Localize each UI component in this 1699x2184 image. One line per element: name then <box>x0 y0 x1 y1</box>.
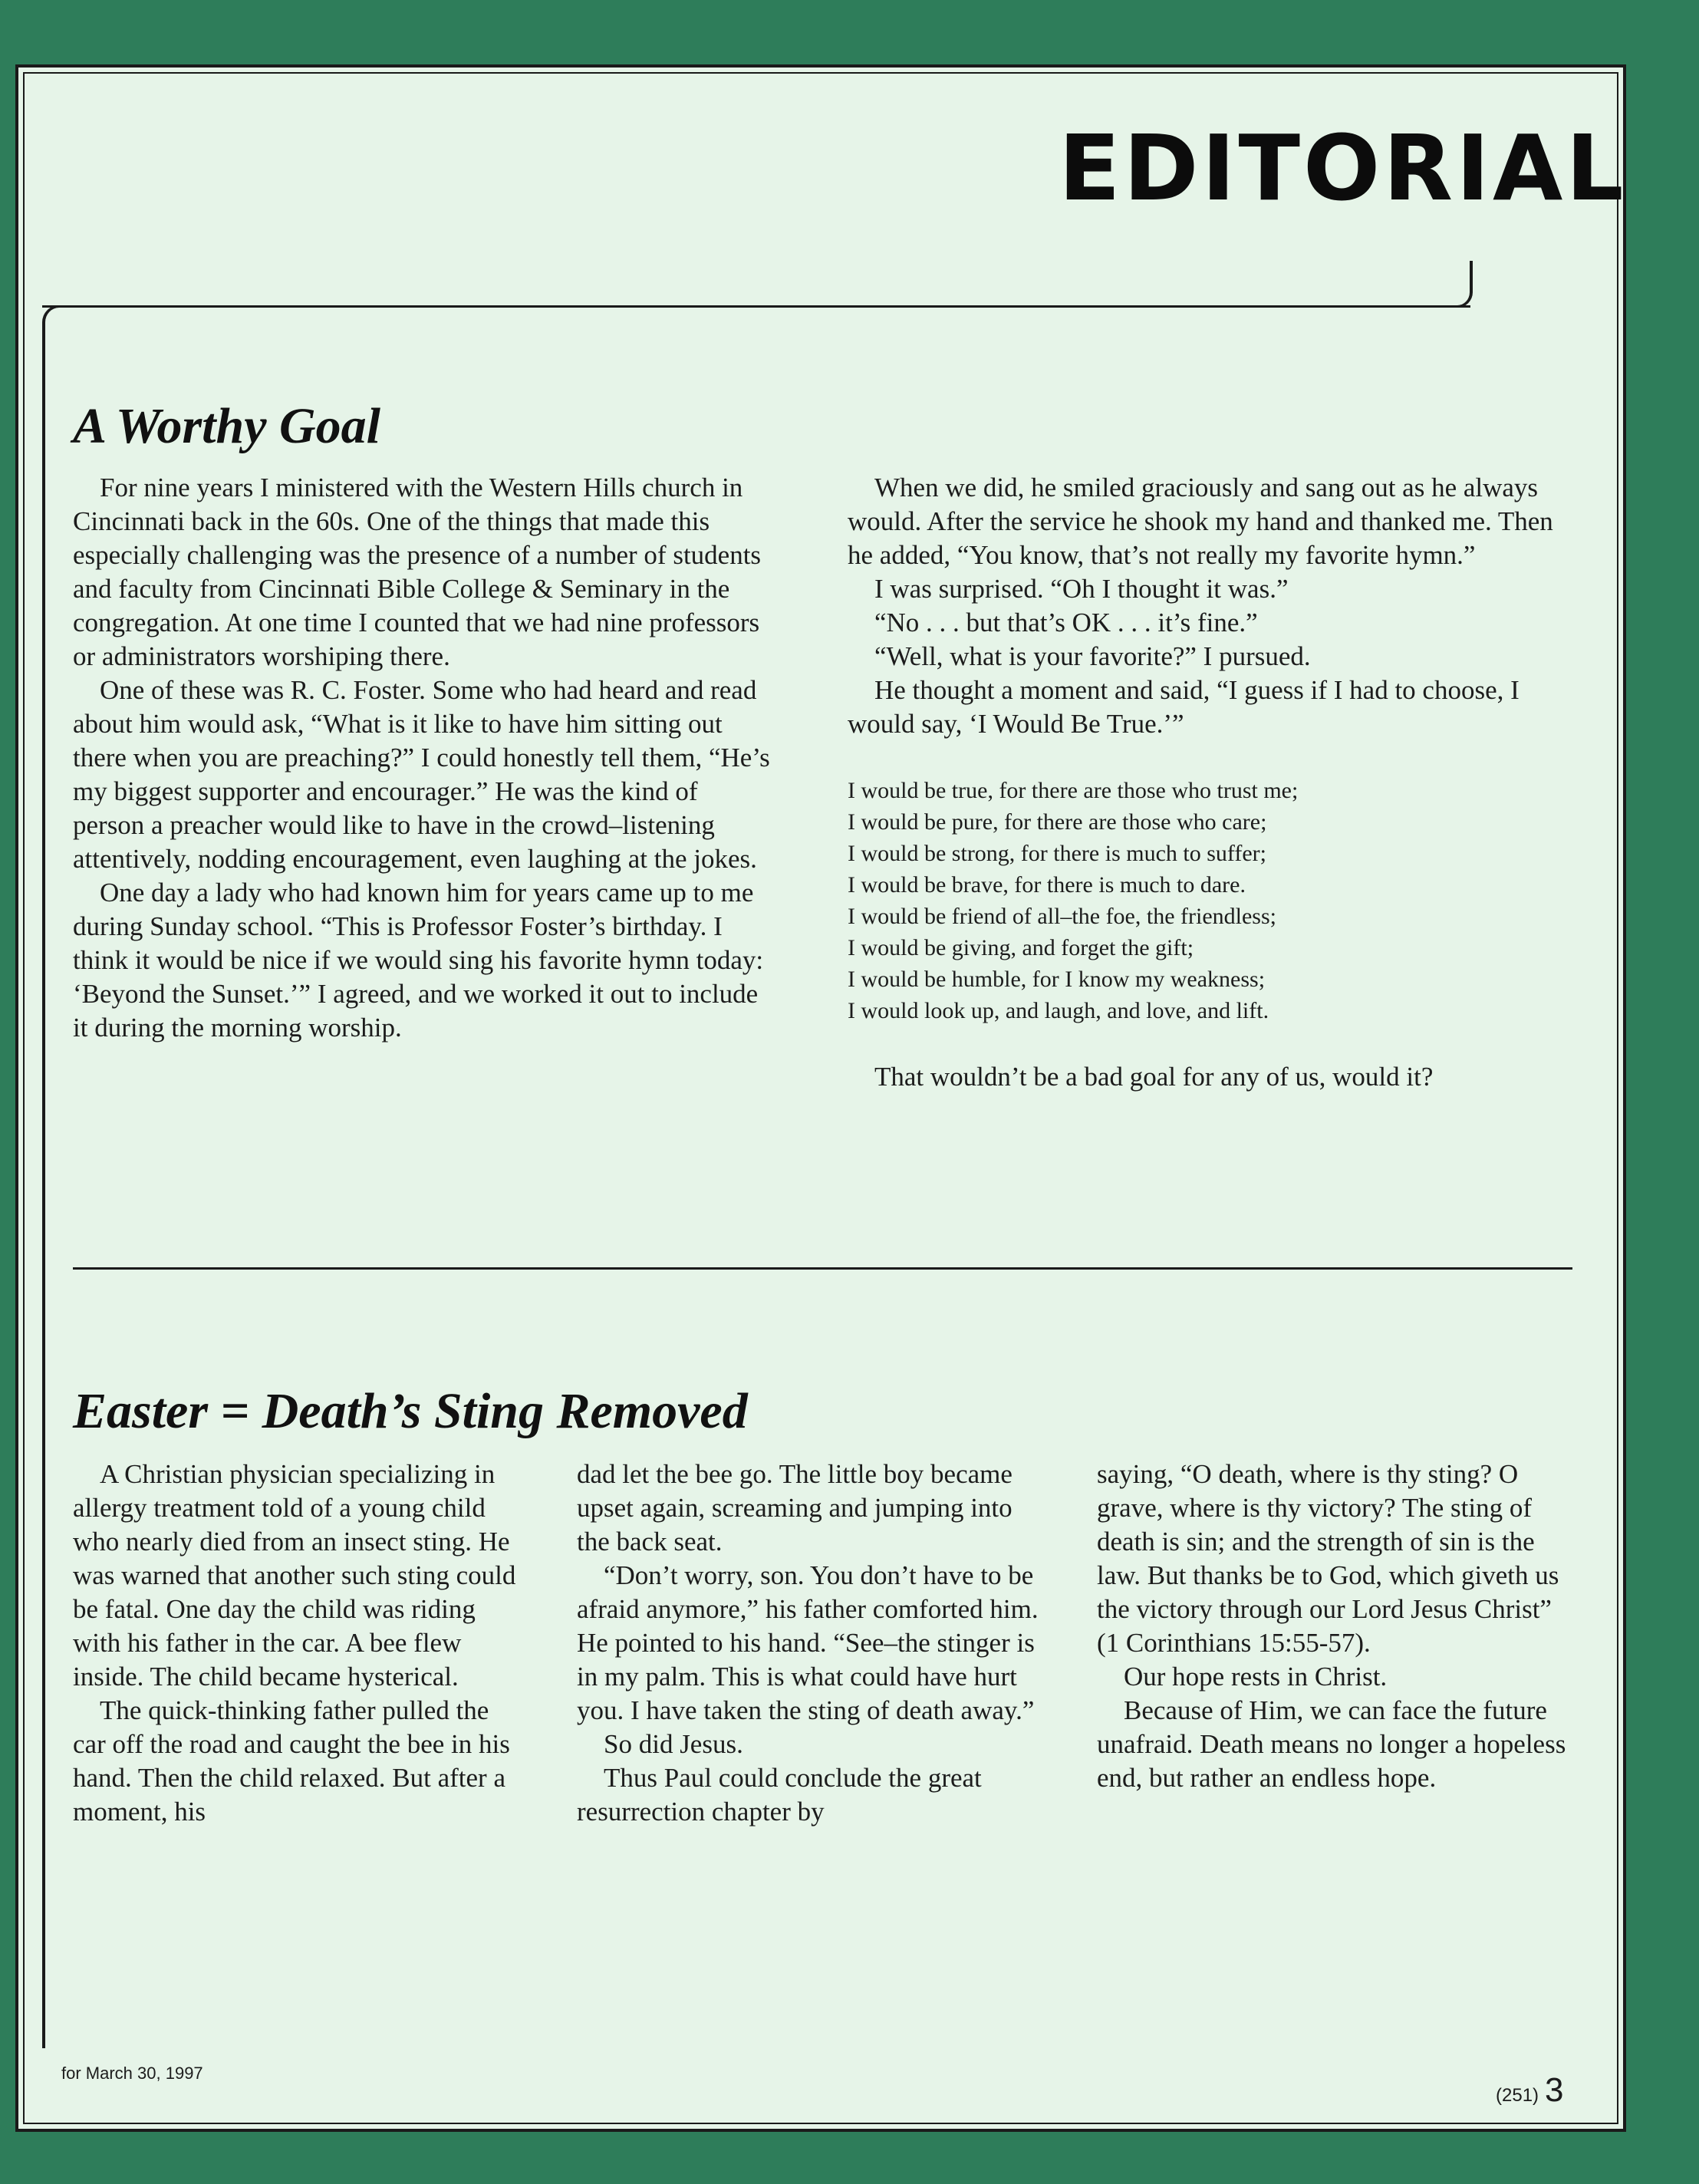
article2-column-2 <box>577 1458 1045 1829</box>
paragraph: Thus Paul could conclude the great resurrection chapter by <box>577 1763 982 1827</box>
paragraph: He thought a moment and said, “I guess if I had to choose, I would say, ‘I Would Be True.’” <box>848 675 1520 739</box>
article2-column-1 <box>73 1458 525 1829</box>
article2-title: Easter = Death’s Sting Removed <box>73 1383 748 1439</box>
section-divider <box>73 1267 1572 1270</box>
frame-corner <box>42 305 73 336</box>
article2-column-3 <box>1097 1458 1576 1795</box>
paragraph: A Christian physician specializing in allergy treatment told of a young child who nearly died from an insect sting. He was warned that another such sting could be fatal. One day the child was riding with his father in the car. A bee flew inside. The child became hysterical. <box>73 1459 516 1692</box>
paragraph: “No . . . but that’s OK . . . it’s fine.” <box>874 608 1258 637</box>
poem-line: I would be humble, for I know my weakness; <box>848 967 1266 992</box>
paragraph: I was surprised. “Oh I thought it was.” <box>874 574 1289 604</box>
poem-line: I would be strong, for there is much to suffer; <box>848 841 1266 866</box>
issue-date: for March 30, 1997 <box>61 2064 203 2083</box>
poem-line: I would be brave, for there is much to dare. <box>848 872 1246 898</box>
paragraph: So did Jesus. <box>604 1729 743 1759</box>
page-number: 3 <box>1545 2071 1564 2109</box>
paragraph: One of these was R. C. Foster. Some who had heard and read about him would ask, “What is it like to have him sitting out there when you are preaching?” I could honestly tell them, “He’s my biggest supporter and encourager.” He was the kind of person a preacher would like to have in the crowd–listening attentively, nodding encouragement, even laughing at the jokes. <box>73 675 770 874</box>
poem-line: I would be giving, and forget the gift; <box>848 935 1194 960</box>
paragraph: “Don’t worry, son. You don’t have to be afraid anymore,” his father comforted him. He pointed to his hand. “See–the stinger is in my palm. This is what could have hurt you. I have taken the sting of death away.” <box>577 1560 1039 1725</box>
paragraph: When we did, he smiled graciously and sang out as he always would. After the service he shook my hand and thanked me. Then he added, “You know, that’s not really my favorite hymn.” <box>848 473 1553 570</box>
poem-line: I would look up, and laugh, and love, and lift. <box>848 998 1269 1023</box>
article1-left-column <box>73 471 775 1045</box>
paragraph: The quick-thinking father pulled the car off the road and caught the bee in his hand. Then the child relaxed. But after a moment, his <box>73 1695 510 1827</box>
hymn-verse <box>848 775 1561 1026</box>
paragraph: Because of Him, we can face the future unafraid. Death means no longer a hopeless end, but rather an endless hope. <box>1097 1695 1566 1793</box>
frame-rule <box>42 305 1470 308</box>
poem-line: I would be true, for there are those who trust me; <box>848 778 1299 803</box>
article1-title: A Worthy Goal <box>73 398 380 454</box>
paragraph: saying, “O death, where is thy sting? O grave, where is thy victory? The sting of death is sin; and the strength of sin is the law. But thanks be to God, which giveth us the victory through our Lord Jesus Christ” (1 Corinthians 15:55-57). <box>1097 1459 1559 1658</box>
poem-line: I would be friend of all–the foe, the friendless; <box>848 904 1276 929</box>
paragraph: Our hope rests in Christ. <box>1124 1662 1388 1692</box>
paragraph: dad let the bee go. The little boy became upset again, screaming and jumping into the back seat. <box>577 1459 1012 1556</box>
poem-line: I would be pure, for there are those who care; <box>848 809 1267 835</box>
frame-rule-left <box>42 330 45 2048</box>
page-folio <box>1496 2071 1564 2110</box>
paragraph: One day a lady who had known him for years came up to me during Sunday school. “This is Professor Foster’s birthday. I think it would be nice if we would sing his favorite hymn today: ‘Beyond the Sunset.’” I agreed, and we worked it out to include it during the morning worship. <box>73 878 764 1043</box>
article1-right-column <box>848 471 1561 1094</box>
paragraph: “Well, what is your favorite?” I pursued. <box>874 641 1311 671</box>
editorial-banner: EDITORIAL <box>1059 115 1627 221</box>
issue-number: (251) <box>1496 2085 1539 2106</box>
frame-hook <box>1450 261 1473 308</box>
closing-line: That wouldn’t be a bad goal for any of us, would it? <box>874 1062 1434 1092</box>
paragraph: For nine years I ministered with the Western Hills church in Cincinnati back in the 60s. One of the things that made this especially challenging was the presence of a number of students and faculty from Cincinnati Bible College & Seminary in the congregation. At one time I counted that we had nine professors or administrators worshiping there. <box>73 473 762 671</box>
